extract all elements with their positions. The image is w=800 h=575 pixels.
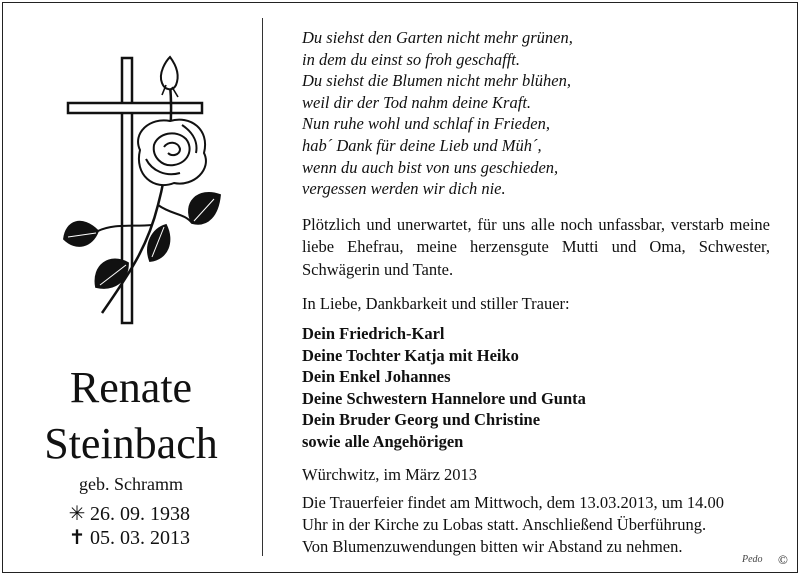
mourner: Dein Bruder Georg und Christine <box>302 410 541 430</box>
poem-line: Du siehst den Garten nicht mehr grünen, <box>302 28 573 47</box>
birth-row <box>68 502 190 526</box>
notice-text-column <box>302 27 770 558</box>
deceased-first-name: Renate <box>69 363 193 412</box>
poem-line: wenn du auch bist von uns geschieden, <box>302 157 559 177</box>
poem-line: weil dir der Tod nahm deine Kraft. <box>302 92 532 112</box>
death-date: 05. 03. 2013 <box>90 527 190 549</box>
mourner: Dein Enkel Johannes <box>302 367 451 387</box>
place-date: Würchwitz, im März 2013 <box>302 465 478 485</box>
mourner: Dein Friedrich-Karl <box>302 324 445 344</box>
poem-line: hab´ Dank für deine Lieb und Müh´, <box>302 135 542 155</box>
star-icon: ✳ <box>68 503 86 525</box>
mourner: Deine Schwestern Hannelore und Gunta <box>302 388 586 408</box>
cross-icon: ✝ <box>68 527 86 549</box>
copyright-icon: © <box>778 552 788 567</box>
poem-line: in dem du einst so froh geschafft. <box>302 49 520 69</box>
maiden-name: geb. Schramm <box>79 474 183 494</box>
mourner: Deine Tochter Katja mit Heiko <box>302 345 519 365</box>
death-row <box>68 526 190 550</box>
funeral-line: Uhr in der Kirche zu Lobas statt. Anschließend Überführung. <box>302 515 707 535</box>
designer-credit: Pedo <box>742 554 763 565</box>
mourners-intro: In Liebe, Dankbarkeit und stiller Trauer: <box>302 294 570 314</box>
cross-rose-icon <box>62 55 222 327</box>
poem-line: vergessen werden wir dich nie. <box>302 179 506 199</box>
life-dates <box>68 502 190 550</box>
poem <box>302 27 770 200</box>
funeral-info <box>302 492 770 558</box>
poem-line: Nun ruhe wohl und schlaf in Frieden, <box>302 114 550 134</box>
poem-line: Du siehst die Blumen nicht mehr blühen, <box>302 71 571 91</box>
birth-date: 26. 09. 1938 <box>90 503 190 525</box>
column-divider <box>262 18 263 556</box>
funeral-line: Von Blumenzuwendungen bitten wir Abstand zu nehmen. <box>302 537 683 557</box>
mourner: sowie alle Angehörigen <box>302 431 464 451</box>
funeral-line: Die Trauerfeier findet am Mittwoch, dem 13.03.2013, um 14.00 <box>302 493 725 513</box>
mourners-list <box>302 323 770 452</box>
deceased-last-name: Steinbach <box>44 419 218 468</box>
death-announcement: Plötzlich und unerwartet, für uns alle noch unfassbar, verstarb meine liebe Ehefrau, meine herzensgute Mutti und Oma, Schwester, Schwägerin und Tante. <box>302 214 770 279</box>
